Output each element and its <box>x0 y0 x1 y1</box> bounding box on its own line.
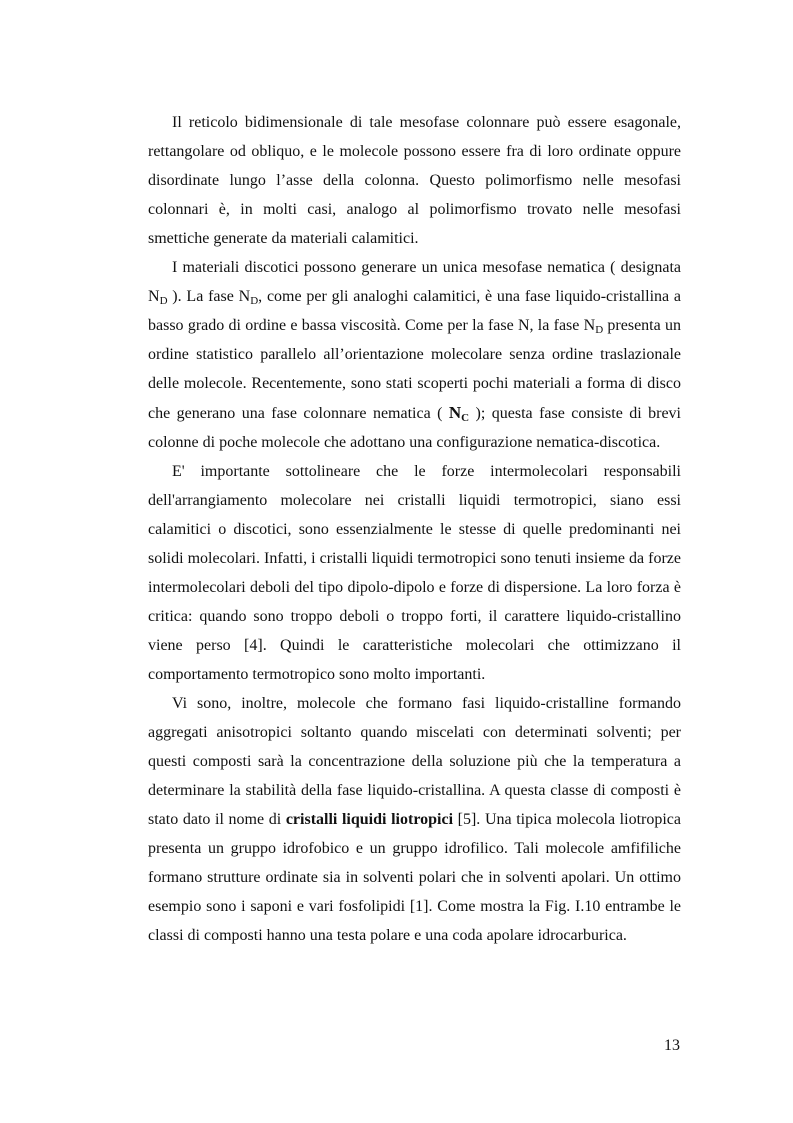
paragraph-intermolecular-forces: E' importante sottolineare che le forze intermolecolari responsabili dell'arrangiamento molecolare nei cristalli liquidi termotropici, siano essi calamitici o discotici, sono essenzialmente le stesse di quelle predominanti nei solidi molecolari. Infatti, i cristalli liquidi termotropici sono tenuti insieme da forze intermolecolari deboli del tipo dipolo-dipolo e forze di dispersione. La loro forza è critica: quando sono troppo deboli o troppo forti, il carattere liquido-cristallino viene perso [4]. Quindi le caratteristiche molecolari che ottimizzano il comportamento termotropico sono molto importanti. <box>148 463 681 683</box>
bold-symbol: N <box>448 403 462 422</box>
text-run: I materiali discotici possono generare un unica mesofase nematica ( designata N <box>148 259 681 305</box>
paragraph-lyotropic <box>148 689 681 950</box>
text-run: [5]. Una tipica molecola liotropica presenta un gruppo idrofobico e un gruppo idrofilico. Tali molecole amfifiliche formano strutture ordinate sia in solventi polari che in solventi apolari. Un ottimo esempio sono i saponi e vari fosfolipidi [1]. Come mostra la Fig. I.10 entrambe le classi di composti hanno una testa polare e una coda apolare idrocarburica. <box>148 811 681 944</box>
text-run: ). La fase N <box>167 288 251 305</box>
page-number: 13 <box>664 1037 680 1054</box>
text-run: , come per gli analoghi calamitici, è una fase liquido-cristallina a basso grado di ordine e bassa viscosità. Come per la fase N, la fase N <box>148 288 682 334</box>
subscript: D <box>250 295 259 307</box>
text-run: ); questa fase consiste di brevi colonne di poche molecole che adottano una configurazione nematica-discotica. <box>148 405 682 451</box>
paragraph-discotic-nematic <box>148 253 681 457</box>
subscript: C <box>461 412 470 424</box>
subscript: D <box>595 324 604 336</box>
subscript: D <box>159 295 168 307</box>
paragraph-columnar-lattice: Il reticolo bidimensionale di tale mesofase colonnare può essere esagonale, rettangolare od obliquo, e le molecole possono essere fra di loro ordinate oppure disordinate lungo l’asse della colonna. Questo polimorfismo nelle mesofasi colonnari è, in molti casi, analogo al polimorfismo trovato nelle mesofasi smettiche generate da materiali calamitici. <box>148 114 681 247</box>
body-text <box>148 108 681 950</box>
text-run: presenta un ordine statistico parallelo all’orientazione molecolare senza ordine traslazionale delle molecole. Recentemente, sono stati scoperti pochi materiali a forma di disco che generano una fase colonnare nematica ( <box>148 317 681 422</box>
bold-term: cristalli liquidi liotropici <box>285 811 454 828</box>
text-run: Vi sono, inoltre, molecole che formano fasi liquido-cristalline formando aggregati anisotropici soltanto quando miscelati con determinati solventi; per questi composti sarà la concentrazione della soluzione più che la temperatura a determinare la stabilità della fase liquido-cristallina. A questa classe di composti è stato dato il nome di <box>148 695 681 828</box>
